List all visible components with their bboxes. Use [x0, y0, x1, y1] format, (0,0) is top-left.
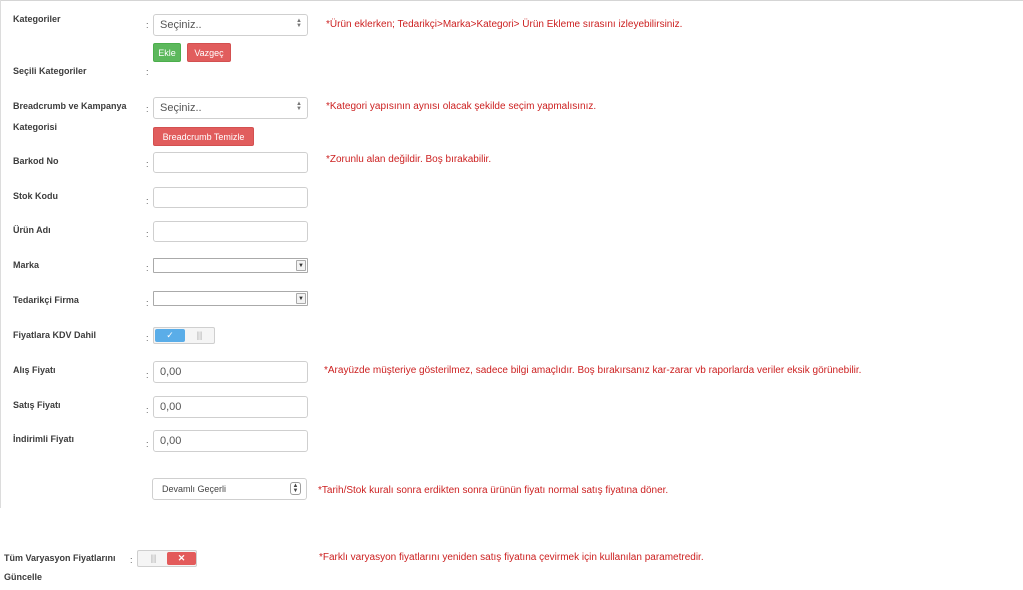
urun-adi-input[interactable]: [153, 221, 308, 242]
label-tedarikci: Tedarikçi Firma: [13, 295, 79, 305]
label-varyasyon-line2: Güncelle: [4, 572, 43, 582]
label-alis-fiyati: Alış Fiyatı: [13, 365, 56, 375]
kategori-select[interactable]: [153, 14, 308, 36]
grip-icon: ||||: [196, 330, 202, 340]
breadcrumb-select[interactable]: [153, 97, 308, 119]
colon: :: [146, 263, 149, 273]
label-kategoriler: Kategoriler: [13, 14, 61, 24]
colon: :: [146, 104, 149, 114]
label-varyasyon: Tüm Varyasyon Fiyatlarını: [4, 553, 116, 563]
colon: :: [146, 159, 149, 169]
label-satis-fiyati: Satış Fiyatı: [13, 400, 61, 410]
colon: :: [146, 333, 149, 343]
colon: :: [130, 555, 133, 565]
top-divider: [0, 0, 1023, 1]
dropdown-arrow-icon: ▼: [296, 260, 306, 271]
label-marka: Marka: [13, 260, 40, 270]
stok-kodu-input[interactable]: [153, 187, 308, 208]
satis-fiyati-value: 0,00: [160, 401, 182, 413]
label-breadcrumb: Breadcrumb ve Kampanya: [13, 101, 127, 111]
check-icon: ✓: [155, 329, 185, 342]
satis-fiyati-input[interactable]: [153, 396, 308, 418]
varyasyon-note: *Farklı varyasyon fiyatlarını yeniden satış fiyatına çevirmek için kullanılan parametredir.: [319, 552, 704, 563]
label-secili-kategoriler: Seçili Kategoriler: [13, 66, 87, 76]
barkod-note: *Zorunlu alan değildir. Boş bırakabilir.: [326, 154, 492, 165]
label-stok-kodu: Stok Kodu: [13, 191, 58, 201]
breadcrumb-clear-button[interactable]: Breadcrumb Temizle: [153, 127, 254, 146]
barkod-input[interactable]: [153, 152, 308, 173]
marka-select[interactable]: [153, 258, 308, 273]
add-category-button[interactable]: Ekle: [153, 43, 181, 62]
colon: :: [146, 439, 149, 449]
tedarikci-select[interactable]: [153, 291, 308, 306]
label-urun-adi: Ürün Adı: [13, 225, 51, 235]
gecerlilik-note: *Tarih/Stok kuralı sonra erdikten sonra ürünün fiyatı normal satış fiyatına döner.: [318, 485, 669, 496]
dropdown-arrow-icon: ▼: [296, 293, 306, 304]
colon: :: [146, 67, 149, 77]
indirimli-fiyat-value: 0,00: [160, 435, 182, 447]
label-kdv: Fiyatlara KDV Dahil: [13, 330, 97, 340]
close-icon: ✕: [167, 552, 196, 565]
updown-icon: ▲ ▼: [290, 482, 301, 495]
colon: :: [146, 196, 149, 206]
gecerlilik-select[interactable]: [152, 478, 307, 500]
updown-icon: ▲ ▼: [296, 101, 302, 112]
kdv-toggle[interactable]: [153, 327, 215, 344]
indirimli-fiyat-input[interactable]: [153, 430, 308, 452]
cancel-category-button[interactable]: Vazgeç: [187, 43, 231, 62]
breadcrumb-note: *Kategori yapısının aynısı olacak şekilde seçim yapmalısınız.: [326, 101, 597, 112]
colon: :: [146, 298, 149, 308]
kategori-note: *Ürün eklerken; Tedarikçi>Marka>Kategori> Ürün Ekleme sırasını izleyebilirsiniz.: [326, 19, 683, 30]
grip-icon: ||||: [150, 553, 156, 563]
colon: :: [146, 20, 149, 30]
alis-fiyati-input[interactable]: [153, 361, 308, 383]
gecerlilik-select-value: Devamlı Geçerli: [162, 484, 227, 494]
label-breadcrumb-line2: Kategorisi: [13, 122, 58, 132]
kategori-select-value: Seçiniz..: [160, 19, 202, 31]
colon: :: [146, 229, 149, 239]
left-divider: [0, 0, 1, 508]
label-barkod: Barkod No: [13, 156, 59, 166]
alis-fiyati-value: 0,00: [160, 366, 182, 378]
breadcrumb-select-value: Seçiniz..: [160, 102, 202, 114]
varyasyon-toggle[interactable]: [137, 550, 197, 567]
label-indirimli-fiyat: İndirimli Fiyatı: [13, 434, 75, 444]
colon: :: [146, 370, 149, 380]
alis-fiyati-note: *Arayüzde müşteriye gösterilmez, sadece bilgi amaçlıdır. Boş bırakırsanız kar-zarar vb raporlarda veriler eksik görünebilir.: [324, 365, 862, 376]
colon: :: [146, 405, 149, 415]
updown-icon: ▲ ▼: [296, 18, 302, 29]
